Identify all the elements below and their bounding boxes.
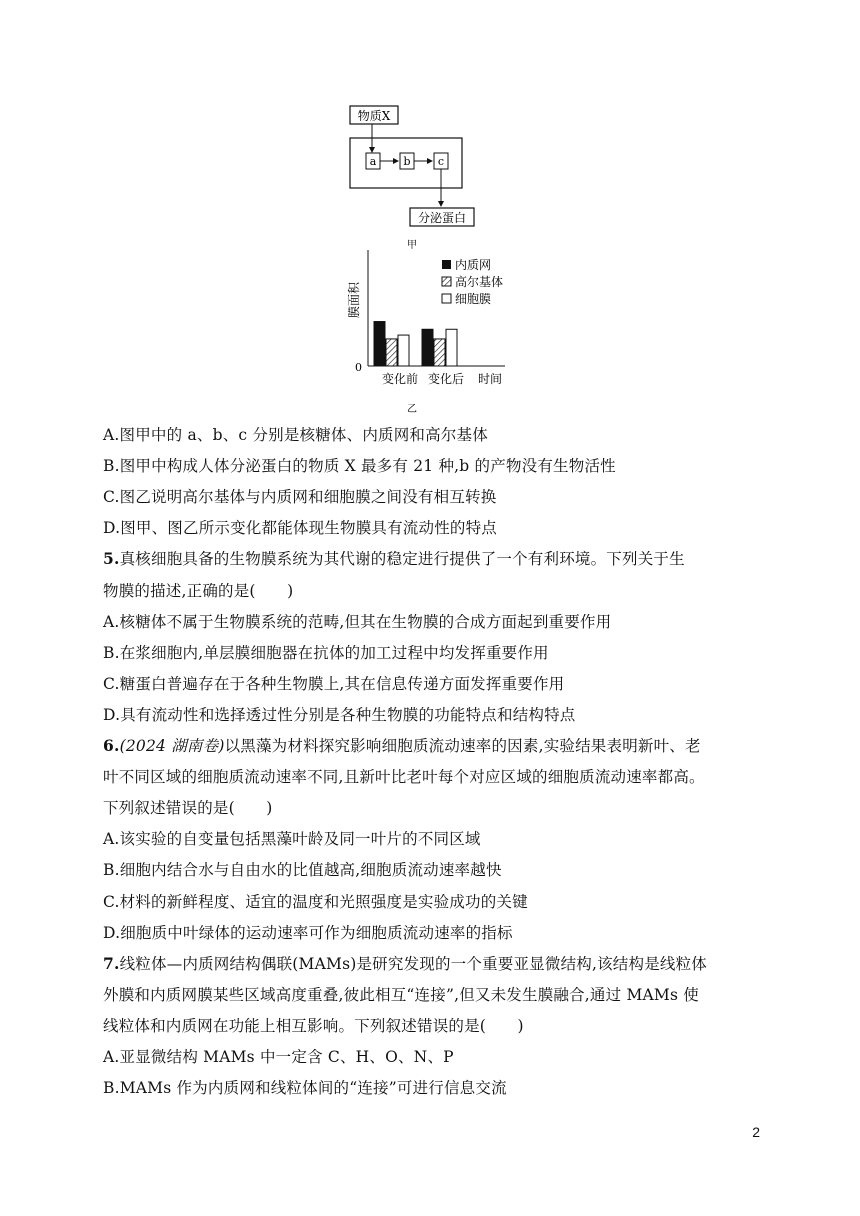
page-number: 2 [752,1124,760,1140]
question-number: 5. [103,549,120,569]
line-text: A.图甲中的 a、b、c 分别是核糖体、内质网和高尔基体 [103,426,488,444]
line-text: C.糖蛋白普遍存在于各种生物膜上,其在信息传递方面发挥重要作用 [103,674,565,693]
question-number: 6. [103,736,120,755]
line-text: 外膜和内质网膜某些区域高度重叠,彼此相互“连接”,但又未发生膜融合,通过 MAMs 使 [103,985,699,1004]
text-line [103,922,513,944]
legend-swatch-er [442,260,451,269]
figure-yi-label: 乙 [407,404,417,415]
text-line [103,1077,507,1099]
bar-chart [347,250,505,386]
text-line [103,984,699,1006]
legend-label-golgi: 高尔基体 [455,275,504,289]
text-line [103,517,497,539]
text-line [103,642,549,664]
line-text: B.在浆细胞内,单层膜细胞器在抗体的加工过程中均发挥重要作用 [103,643,549,662]
text-line [103,828,481,850]
bar-membrane-before [398,335,409,366]
question-number: 7. [103,953,120,973]
line-text: 以黑藻为材料探究影响细胞质流动速率的因素,实验结果表明新叶、老 [224,737,701,755]
line-text: A.亚显微结构 MAMs 中一定含 C、H、O、N、P [103,1048,454,1066]
text-line [103,580,293,602]
line-text: A.该实验的自变量包括黑藻叶龄及同一叶片的不同区域 [103,830,481,849]
x-tick-label-before: 变化前 [381,372,419,386]
line-text: D.细胞质中叶绿体的运动速率可作为细胞质流动速率的指标 [103,923,513,942]
line-text: 下列叙述错误的是( ) [103,799,273,818]
text-line [103,953,707,975]
bar-membrane-after [446,329,457,366]
text-line [103,797,273,819]
legend-swatch-golgi [442,277,451,286]
bar-golgi-before [386,339,397,366]
line-text: D.图甲、图乙所示变化都能体现生物膜具有流动性的特点 [103,519,498,538]
line-text: B.图甲中构成人体分泌蛋白的物质 X 最多有 21 种,b 的产物没有生物活性 [103,457,616,476]
y-axis-label: 膜面积 [347,281,361,319]
line-text: C.材料的新鲜程度、适宜的温度和光照强度是实验成功的关键 [103,892,528,911]
text-line [103,1015,524,1037]
bar-er-before [374,322,385,366]
text-line [103,891,528,913]
line-text: 物膜的描述,正确的是( ) [103,581,294,600]
node-a-label: a [369,155,377,168]
line-text: B.MAMs 作为内质网和线粒体间的“连接”可进行信息交流 [103,1079,507,1098]
line-text: B.细胞内结合水与自由水的比值越高,细胞质流动速率越快 [103,861,502,880]
x-axis-label: 时间 [477,372,503,386]
line-text: C.图乙说明高尔基体与内质网和细胞膜之间没有相互转换 [103,488,497,507]
text-line [103,673,564,695]
legend-swatch-membrane [442,294,451,303]
legend-label-membrane: 细胞膜 [455,292,492,306]
bar-golgi-after [434,339,445,366]
axis-origin-label: 0 [355,361,362,374]
node-b-label: b [403,155,411,168]
figure [330,100,560,420]
line-text: D.具有流动性和选择透过性分别是各种生物膜的功能特点和结构特点 [103,705,576,724]
input-box-label: 物质X [357,109,391,123]
text-line [103,766,705,788]
text-line [103,1046,454,1068]
line-text: A.核糖体不属于生物膜系统的范畴,但其在生物膜的合成方面起到重要作用 [103,612,612,631]
figure-svg [330,100,560,420]
line-text: 线粒体和内质网在功能上相互影响。下列叙述错误的是( ) [103,1016,524,1035]
text-line [103,486,496,508]
text-line [103,735,701,757]
line-text: 线粒体—内质网结构偶联(MAMs)是研究发现的一个重要亚显微结构,该结构是线粒体 [119,954,708,973]
node-c-label: c [437,155,445,168]
x-tick-label-after: 变化后 [427,372,465,386]
question-source: (2024 湖南卷) [119,737,225,755]
text-line [103,611,611,633]
text-line [103,548,685,570]
output-box-label: 分泌蛋白 [417,211,467,225]
text-line [103,859,502,881]
text-line [103,704,576,726]
text-line [103,424,488,446]
line-text: 真核细胞具备的生物膜系统为其代谢的稳定进行提供了一个有利环境。下列关于生 [119,550,685,569]
figure-jia-label: 甲 [407,240,417,251]
text-line [103,455,616,477]
bar-er-after [422,329,433,366]
line-text: 叶不同区域的细胞质流动速率不同,且新叶比老叶每个对应区域的细胞质流动速率都高。 [103,768,705,787]
legend-label-er: 内质网 [455,258,492,272]
